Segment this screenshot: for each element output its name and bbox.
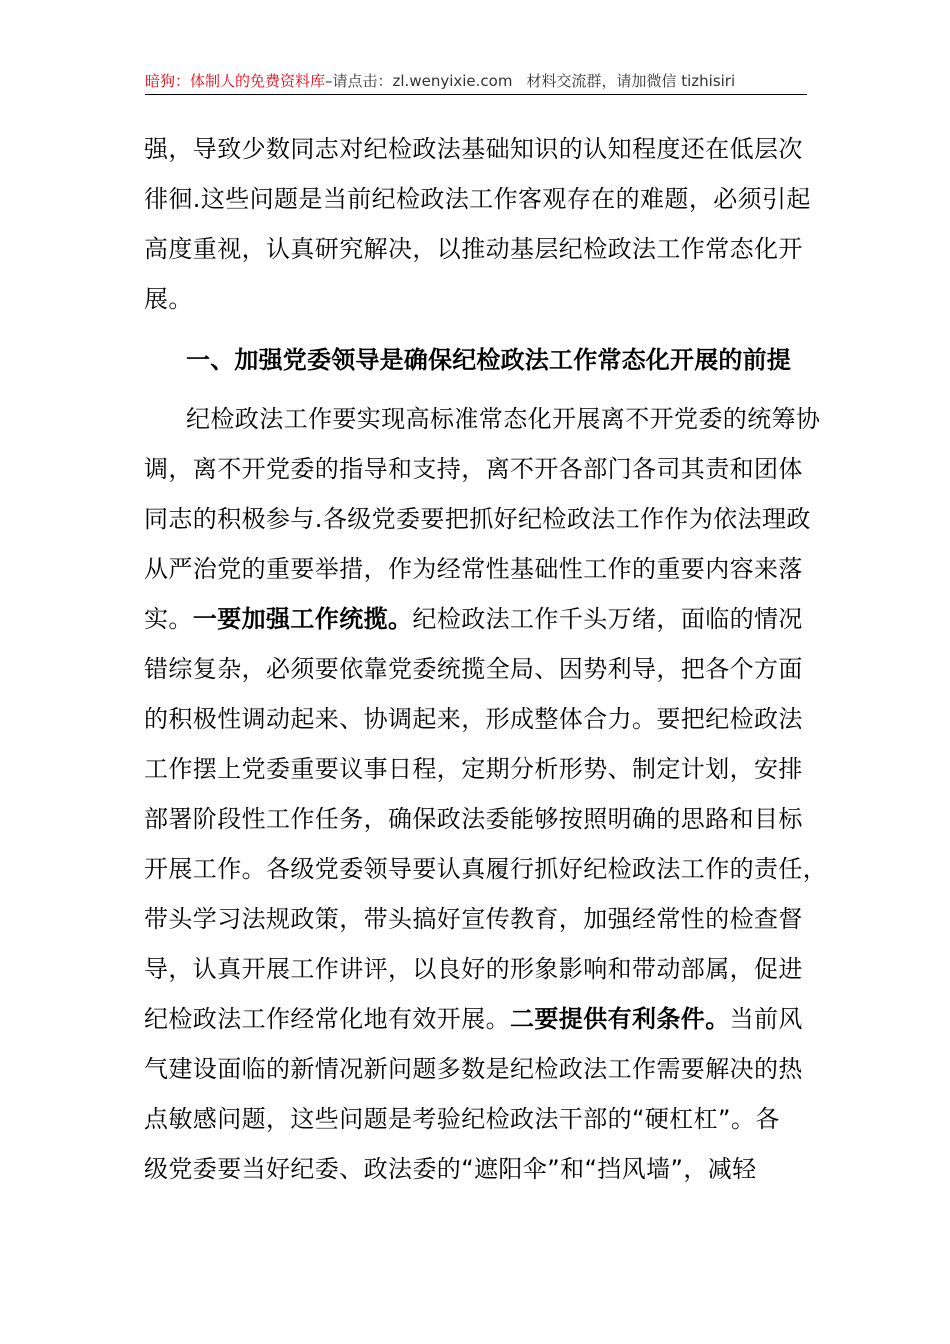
text-line: 气建设面临的新情况新问题多数是纪检政法工作需要解决的热 xyxy=(144,1055,803,1083)
document-body xyxy=(144,124,828,1194)
text-line: 高度重视，认真研究解决，以推动基层纪检政法工作常态化开 xyxy=(144,235,803,263)
text-line: 部署阶段性工作任务，确保政法委能够按照明确的思路和目标 xyxy=(144,805,803,833)
text-line: 展。 xyxy=(144,285,193,313)
header-brand-link[interactable]: 暗狗：体制人的免费资料库 xyxy=(145,72,326,90)
paragraph-continuation xyxy=(144,124,811,324)
section-heading: 一、加强党委领导是确保纪检政法工作常态化开展的前提 xyxy=(186,346,791,374)
text-line: 纪检政法工作要实现高标准常态化开展离不开党委的统筹协 xyxy=(186,405,821,433)
text-line: 点敏感问题，这些问题是考验纪检政法干部的“硬杠杠”。各 xyxy=(144,1105,780,1133)
text-line: 的积极性调动起来、协调起来，形成整体合力。要把纪检政法 xyxy=(144,705,803,733)
text-line: 强，导致少数同志对纪检政法基础知识的认知程度还在低层次 xyxy=(144,135,803,163)
text-line: 工作摆上党委重要议事日程，定期分析形势、制定计划，安排 xyxy=(144,755,803,783)
bold-subheading-1: 一要加强工作统揽。 xyxy=(192,605,413,633)
text-run: 实。 xyxy=(144,605,193,633)
text-line: 错综复杂，必须要依靠党委统揽全局、因势利导，把各个方面 xyxy=(144,655,803,683)
text-line: 调，离不开党委的指导和支持，离不开各部门各司其责和团体 xyxy=(144,455,803,483)
text-line: 徘徊.这些问题是当前纪检政法工作客观存在的难题，必须引起 xyxy=(144,185,811,213)
bold-subheading-2: 二要提供有利条件。 xyxy=(510,1005,730,1033)
text-run: 纪检政法工作经常化地有效开展。 xyxy=(144,1005,510,1033)
text-line: 带头学习法规政策，带头搞好宣传教育，加强经常性的检查督 xyxy=(144,905,803,933)
text-line: 开展工作。各级党委领导要认真履行抓好纪检政法工作的责任， xyxy=(144,855,828,883)
header-click-prompt[interactable]: –请点击：zl.wenyixie.com xyxy=(325,72,513,90)
text-line-mixed xyxy=(144,594,808,644)
paragraph-body xyxy=(144,394,828,1194)
text-line: 级党委要当好纪委、政法委的“遮阳伞”和“挡风墙”，减轻 xyxy=(144,1155,757,1183)
header-contact-text: 材料交流群，请加微信 tizhisiri xyxy=(526,72,736,90)
text-line-mixed xyxy=(144,994,808,1044)
text-run: 纪检政法工作千头万绪，面临的情况 xyxy=(412,605,803,633)
text-line: 导，认真开展工作讲评，以良好的形象影响和带动部属，促进 xyxy=(144,955,803,983)
page-header xyxy=(145,70,807,96)
text-line: 从严治党的重要举措，作为经常性基础性工作的重要内容来落 xyxy=(144,555,803,583)
text-run: 当前风 xyxy=(729,1005,803,1033)
text-line: 同志的积极参与.各级党委要把抓好纪检政法工作作为依法理政 xyxy=(144,505,811,533)
header-divider xyxy=(145,94,807,95)
